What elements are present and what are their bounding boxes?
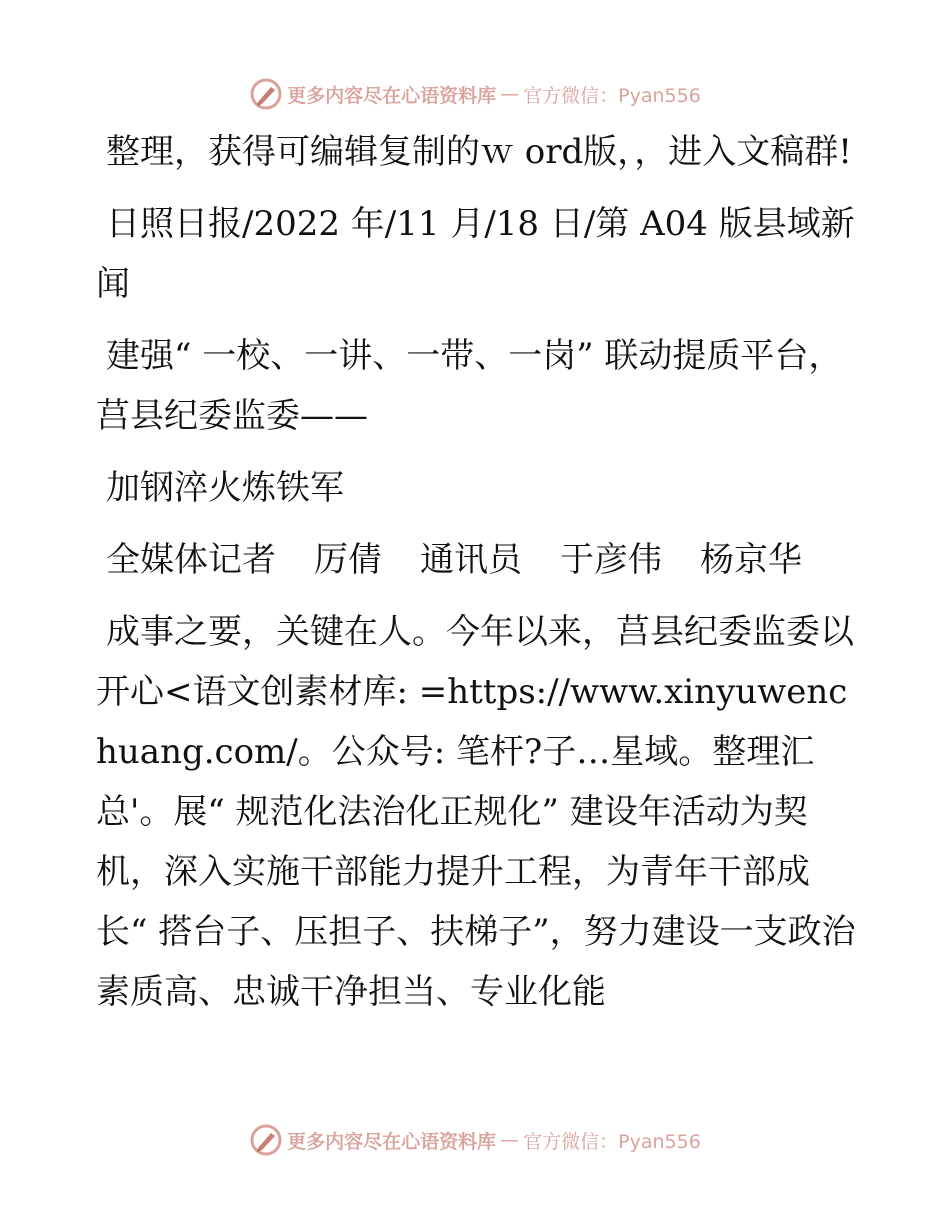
watermark-wechat: 官方微信：Pyan556: [523, 1130, 701, 1153]
headline-kicker: 建强“ 一校、一讲、一带、一岗” 联动提质平台，莒县纪委监委——: [96, 336, 843, 436]
document-body: [96, 122, 856, 1022]
byline-name-3: 杨京华: [700, 540, 802, 580]
intro-paragraph: 整理，获得可编辑复制的ｗ ord版，，进入文稿群!: [106, 132, 852, 172]
footer-watermark: [0, 1118, 950, 1162]
pen-circle-logo-icon: [249, 77, 283, 111]
watermark-wechat: 官方微信：Pyan556: [523, 84, 701, 107]
source-line: 日照日报/2022 年/11 月/18 日/第 A04 版县域新闻: [96, 204, 855, 304]
byline-role-reporter: 全媒体记者: [106, 540, 276, 580]
header-watermark: [0, 72, 950, 116]
watermark-text: 更多内容尽在心语资料库: [287, 1130, 497, 1153]
body-paragraph: 成事之要，关键在人。今年以来，莒县纪委监委以开心<语文创素材库: =https://www.xinyuwenchuang.com/。公众号: 笔杆?子…星域。整理汇总'。展“ 规范化法治化正规化” 建设年活动为契机，深入实施干部能力提升工程，为青年干部成长“ 搭台子、压担子、扶梯子”，努力建设一支政治素质高、忠诚干净担当、专业化能: [96, 612, 856, 1012]
watermark-text: 更多内容尽在心语资料库: [287, 84, 497, 107]
watermark-dash: —: [500, 1129, 520, 1151]
byline-role-correspondent: 通讯员: [420, 540, 522, 580]
headline: 加钢淬火炼铁军: [106, 468, 344, 508]
watermark-dash: —: [500, 83, 520, 105]
byline-name-2: 于彦伟: [560, 540, 662, 580]
pen-circle-logo-icon: [249, 1123, 283, 1157]
byline: [96, 530, 856, 590]
byline-name-1: 厉倩: [314, 540, 382, 580]
